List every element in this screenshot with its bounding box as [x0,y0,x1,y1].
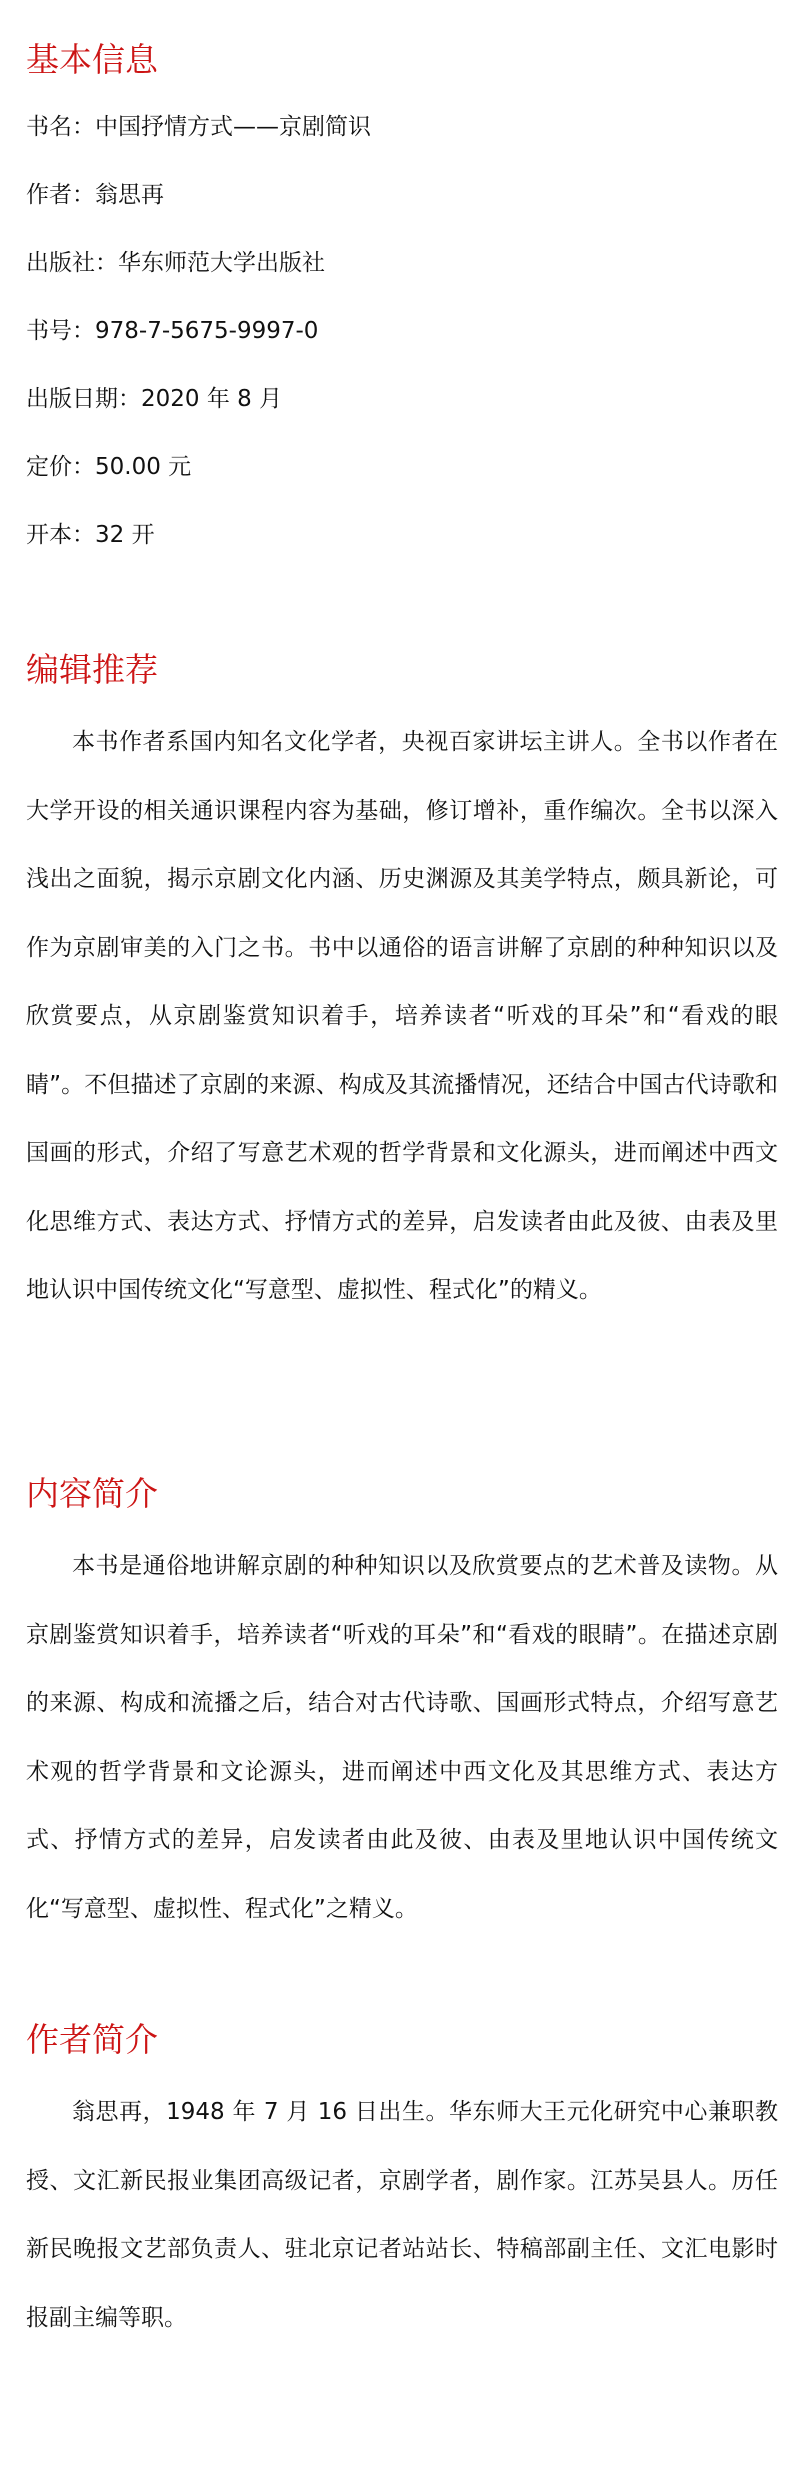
content-summary-heading: 内容简介 [26,1474,158,1513]
book-title-line: 书名：中国抒情方式——京剧简识 [26,114,371,140]
editor-recommendation-heading: 编辑推荐 [26,650,158,689]
publisher-line: 出版社：华东师范大学出版社 [26,250,325,276]
author-line: 作者：翁思再 [26,182,164,208]
basic-info-heading: 基本信息 [26,40,158,79]
content-summary-body: 本书是通俗地讲解京剧的种种知识以及欣赏要点的艺术普及读物。从京剧鉴赏知识着手，培养读者“听戏的耳朵”和“看戏的眼睛”。在描述京剧的来源、构成和流播之后，结合对古代诗歌、国画形式特点，介绍写意艺术观的哲学背景和文论源头，进而阐述中西文化及其思维方式、表达方式、抒情方式的差异，启发读者由此及彼、由表及里地认识中国传统文化“写意型、虚拟性、程式化”之精义。 [26,1553,778,1922]
price-line: 定价：50.00 元 [26,454,192,480]
author-bio-body: 翁思再，1948 年 7 月 16 日出生。华东师大王元化研究中心兼职教授、文汇新民报业集团高级记者，京剧学者，剧作家。江苏吴县人。历任新民晚报文艺部负责人、驻北京记者站站长、特稿部副主任、文汇电影时报副主编等职。 [26,2099,778,2331]
editor-recommendation-body: 本书作者系国内知名文化学者，央视百家讲坛主讲人。全书以作者在大学开设的相关通识课程内容为基础，修订增补，重作编次。全书以深入浅出之面貌，揭示京剧文化内涵、历史渊源及其美学特点，颇具新论，可作为京剧审美的入门之书。书中以通俗的语言讲解了京剧的种种知识以及欣赏要点，从京剧鉴赏知识着手，培养读者“听戏的耳朵”和“看戏的眼睛”。不但描述了京剧的来源、构成及其流播情况，还结合中国古代诗歌和国画的形式，介绍了写意艺术观的哲学背景和文化源头，进而阐述中西文化思维方式、表达方式、抒情方式的差异，启发读者由此及彼、由表及里地认识中国传统文化“写意型、虚拟性、程式化”的精义。 [26,729,778,1303]
format-line: 开本：32 开 [26,522,155,548]
pub-date-line: 出版日期：2020 年 8 月 [26,386,283,412]
author-bio-heading: 作者简介 [26,2020,158,2059]
isbn-line: 书号：978-7-5675-9997-0 [26,318,319,344]
